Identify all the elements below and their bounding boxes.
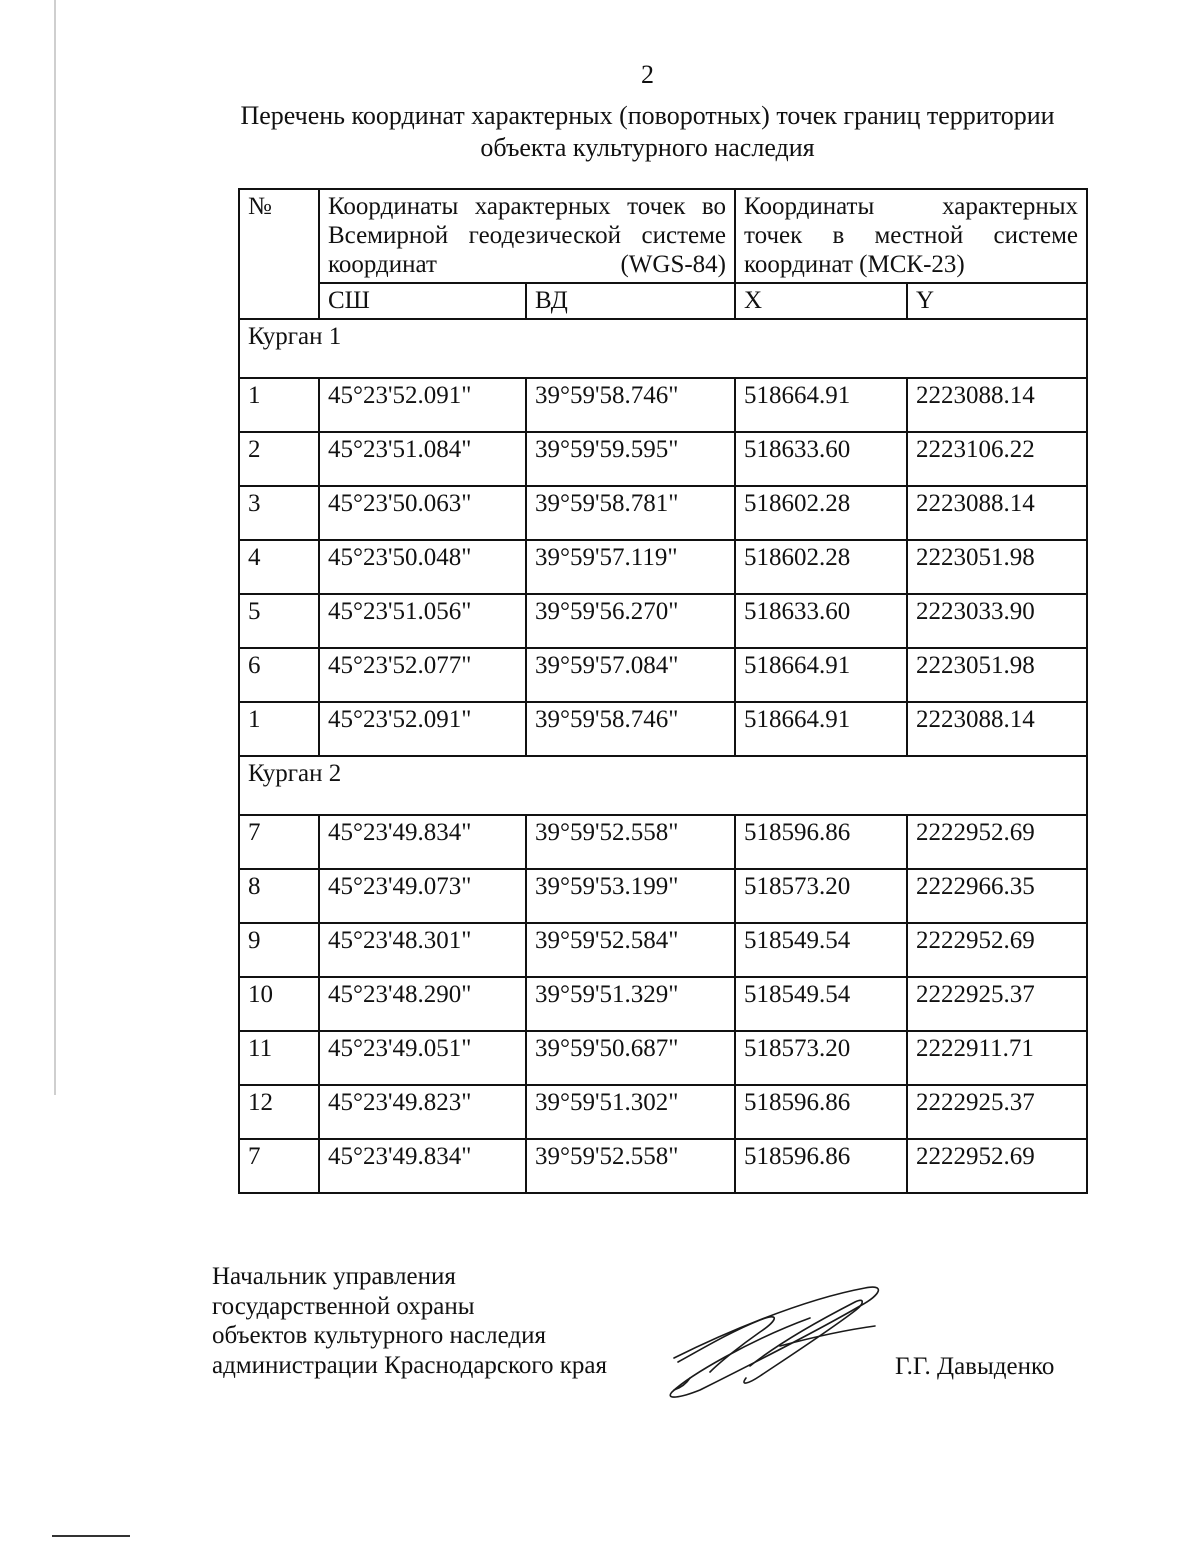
- table-header-row: [239, 189, 1087, 283]
- point-number-cell: 8: [239, 869, 319, 923]
- table-row: [239, 540, 1087, 594]
- point-number-cell: 4: [239, 540, 319, 594]
- header-y: Y: [907, 283, 1087, 319]
- group-name: Курган 1: [239, 319, 1087, 378]
- group-row: [239, 756, 1087, 815]
- table-row: [239, 432, 1087, 486]
- latitude-cell: 45°23'48.301": [319, 923, 526, 977]
- x-coordinate-cell: 518602.28: [735, 486, 907, 540]
- y-coordinate-cell: 2222911.71: [907, 1031, 1087, 1085]
- scan-mark-line: [52, 1535, 130, 1537]
- point-number-cell: 5: [239, 594, 319, 648]
- point-number-cell: 1: [239, 378, 319, 432]
- latitude-cell: 45°23'52.091": [319, 702, 526, 756]
- latitude-cell: 45°23'50.063": [319, 486, 526, 540]
- group-row: [239, 319, 1087, 378]
- x-coordinate-cell: 518549.54: [735, 977, 907, 1031]
- y-coordinate-cell: 2222952.69: [907, 1139, 1087, 1193]
- latitude-cell: 45°23'52.077": [319, 648, 526, 702]
- y-coordinate-cell: 2222952.69: [907, 815, 1087, 869]
- point-number-cell: 3: [239, 486, 319, 540]
- latitude-cell: 45°23'50.048": [319, 540, 526, 594]
- header-msk-line-2: координат (МСК-23): [744, 251, 965, 278]
- table-row: [239, 1085, 1087, 1139]
- y-coordinate-cell: 2222966.35: [907, 869, 1087, 923]
- longitude-cell: 39°59'57.084": [526, 648, 735, 702]
- table-row: [239, 977, 1087, 1031]
- point-number-cell: 7: [239, 1139, 319, 1193]
- header-x: X: [735, 283, 907, 319]
- title-line-2: объекта культурного наследия: [480, 133, 815, 162]
- longitude-cell: 39°59'52.558": [526, 1139, 735, 1193]
- latitude-cell: 45°23'49.823": [319, 1085, 526, 1139]
- longitude-cell: 39°59'56.270": [526, 594, 735, 648]
- y-coordinate-cell: 2222925.37: [907, 977, 1087, 1031]
- x-coordinate-cell: 518602.28: [735, 540, 907, 594]
- x-coordinate-cell: 518596.86: [735, 1085, 907, 1139]
- scan-edge-line: [54, 0, 56, 1095]
- title-line-1: Перечень координат характерных (поворотных) точек границ территории: [240, 101, 1055, 130]
- point-number-cell: 7: [239, 815, 319, 869]
- table-subheader-row: [239, 283, 1087, 319]
- y-coordinate-cell: 2223051.98: [907, 648, 1087, 702]
- y-coordinate-cell: 2222925.37: [907, 1085, 1087, 1139]
- longitude-cell: 39°59'52.584": [526, 923, 735, 977]
- table-row: [239, 702, 1087, 756]
- latitude-cell: 45°23'49.834": [319, 1139, 526, 1193]
- header-lon: ВД: [526, 283, 735, 319]
- latitude-cell: 45°23'48.290": [319, 977, 526, 1031]
- x-coordinate-cell: 518596.86: [735, 1139, 907, 1193]
- y-coordinate-cell: 2223033.90: [907, 594, 1087, 648]
- signer-line-3: объектов культурного наследия: [212, 1322, 546, 1349]
- latitude-cell: 45°23'51.056": [319, 594, 526, 648]
- header-msk: [735, 189, 1087, 283]
- y-coordinate-cell: 2222952.69: [907, 923, 1087, 977]
- longitude-cell: 39°59'51.302": [526, 1085, 735, 1139]
- x-coordinate-cell: 518664.91: [735, 378, 907, 432]
- longitude-cell: 39°59'58.746": [526, 378, 735, 432]
- signer-line-1: Начальник управления: [212, 1263, 456, 1290]
- point-number-cell: 11: [239, 1031, 319, 1085]
- table-row: [239, 486, 1087, 540]
- signer-title: [212, 1262, 607, 1380]
- page-number: 2: [641, 60, 654, 89]
- y-coordinate-cell: 2223088.14: [907, 378, 1087, 432]
- longitude-cell: 39°59'53.199": [526, 869, 735, 923]
- longitude-cell: 39°59'59.595": [526, 432, 735, 486]
- document-title: [210, 100, 1085, 164]
- table-row: [239, 869, 1087, 923]
- longitude-cell: 39°59'58.746": [526, 702, 735, 756]
- point-number-cell: 10: [239, 977, 319, 1031]
- table-row: [239, 923, 1087, 977]
- point-number-cell: 1: [239, 702, 319, 756]
- x-coordinate-cell: 518596.86: [735, 815, 907, 869]
- x-coordinate-cell: 518573.20: [735, 869, 907, 923]
- header-msk-line-1: Координаты характерных точек в местной системе: [744, 193, 1079, 249]
- header-lat: СШ: [319, 283, 526, 319]
- latitude-cell: 45°23'52.091": [319, 378, 526, 432]
- longitude-cell: 39°59'57.119": [526, 540, 735, 594]
- x-coordinate-cell: 518664.91: [735, 648, 907, 702]
- table-row: [239, 1139, 1087, 1193]
- longitude-cell: 39°59'50.687": [526, 1031, 735, 1085]
- latitude-cell: 45°23'49.073": [319, 869, 526, 923]
- signer-line-4: администрации Краснодарского края: [212, 1351, 608, 1379]
- table-row: [239, 815, 1087, 869]
- point-number-cell: 2: [239, 432, 319, 486]
- table-row: [239, 1031, 1087, 1085]
- longitude-cell: 39°59'58.781": [526, 486, 735, 540]
- longitude-cell: 39°59'52.558": [526, 815, 735, 869]
- header-wgs: Координаты характерных точек во Всемирной геодезической системе координат (WGS-84): [319, 189, 735, 283]
- y-coordinate-cell: 2223088.14: [907, 486, 1087, 540]
- signer-line-2: государственной охраны: [212, 1292, 475, 1320]
- y-coordinate-cell: 2223051.98: [907, 540, 1087, 594]
- x-coordinate-cell: 518573.20: [735, 1031, 907, 1085]
- latitude-cell: 45°23'49.051": [319, 1031, 526, 1085]
- y-coordinate-cell: 2223088.14: [907, 702, 1087, 756]
- x-coordinate-cell: 518664.91: [735, 702, 907, 756]
- handwritten-signature: [660, 1280, 890, 1410]
- point-number-cell: 9: [239, 923, 319, 977]
- signee-name: Г.Г. Давыденко: [895, 1353, 1055, 1380]
- header-number: №: [239, 189, 319, 319]
- longitude-cell: 39°59'51.329": [526, 977, 735, 1031]
- coordinates-table: [238, 188, 1088, 1194]
- latitude-cell: 45°23'49.834": [319, 815, 526, 869]
- group-name: Курган 2: [239, 756, 1087, 815]
- latitude-cell: 45°23'51.084": [319, 432, 526, 486]
- table-row: [239, 378, 1087, 432]
- x-coordinate-cell: 518633.60: [735, 594, 907, 648]
- point-number-cell: 12: [239, 1085, 319, 1139]
- point-number-cell: 6: [239, 648, 319, 702]
- y-coordinate-cell: 2223106.22: [907, 432, 1087, 486]
- x-coordinate-cell: 518633.60: [735, 432, 907, 486]
- x-coordinate-cell: 518549.54: [735, 923, 907, 977]
- table-row: [239, 594, 1087, 648]
- table-row: [239, 648, 1087, 702]
